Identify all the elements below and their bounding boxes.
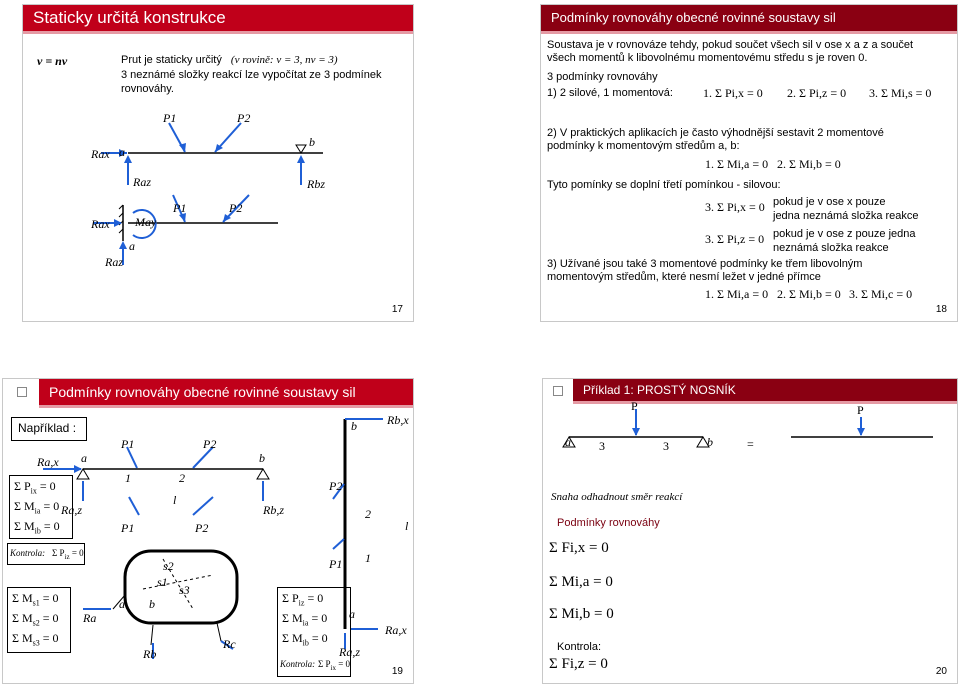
label-b: b — [259, 451, 265, 465]
label-rax: Rax — [91, 147, 110, 161]
eq-mib-2: Σ $M_{ib} = 0$ — [282, 631, 328, 648]
label-raz: Raz — [133, 175, 151, 189]
label-b: b — [707, 435, 713, 449]
label-rbz: Rbz — [307, 177, 325, 191]
slide-19 — [2, 378, 414, 684]
eq-3: 3. Σ Mi,s = 0 — [869, 86, 932, 100]
note-7b: neznámá složka reakce — [773, 242, 889, 254]
podminky-heading: Podmínky rovnováhy — [557, 517, 660, 529]
label-b-frame: b — [351, 419, 357, 433]
slide-18 — [540, 4, 958, 322]
label-one-frame: 1 — [365, 551, 371, 565]
label-p2-lower: P2 — [229, 201, 243, 215]
para-7: Tyto pomínky se doplní třetí pomínkou - silovou: — [547, 179, 781, 191]
note-6a: pokud je v ose x pouze — [773, 196, 886, 208]
note-7a: pokud je v ose z pouze jedna — [773, 228, 916, 240]
snaha-text: Snaha odhadnout směr reakcí — [551, 491, 683, 503]
label-a-frame: a — [349, 607, 355, 621]
eq-piz-2: Σ $P_{iz} = 0$ — [282, 591, 324, 608]
page-number: 18 — [935, 304, 947, 315]
label-p1-frame: P1 — [329, 557, 343, 571]
para-6: podmínky k momentovým středům a, b: — [547, 140, 740, 152]
label-a: a — [565, 435, 571, 449]
slide-title: Staticky určitá konstrukce — [23, 5, 413, 31]
page-number: 17 — [391, 304, 403, 315]
label-rc: Rc — [223, 637, 236, 651]
slide-title: Podmínky rovnováhy obecné rovinné soustavy sil — [541, 5, 957, 31]
label-raz-lower: Raz — [105, 255, 123, 269]
label-a-lower: a — [129, 239, 135, 253]
eq-mia: Σ $M_{ia} = 0$ — [14, 499, 60, 516]
eq-4: 1. Σ Mi,a = 0 — [705, 157, 769, 171]
label-raz-frame: Ra,z — [339, 645, 360, 659]
label-two-frame: 2 — [365, 507, 371, 521]
label-p1: P1 — [121, 437, 135, 451]
eq-1: 1. Σ Pi,x = 0 — [703, 86, 763, 100]
label-dist-2: 3 — [663, 439, 669, 453]
eq-fiz: Σ Fi,z = 0 — [549, 656, 608, 672]
eq-2: 2. Σ Pi,z = 0 — [787, 86, 847, 100]
label-p2: P2 — [237, 111, 251, 125]
para-5: 2) V praktických aplikacích je často výhodnější sestavit 2 momentové — [547, 127, 884, 139]
beam-diagram — [23, 5, 414, 322]
label-b-body: b — [149, 597, 155, 611]
eq-7: 3. Σ Pi,z = 0 — [705, 232, 765, 246]
label-rax: Ra,x — [37, 455, 59, 469]
label-b: b — [309, 135, 315, 149]
label-p1: P1 — [163, 111, 177, 125]
eq-mia-2: Σ $M_{ia} = 0$ — [282, 611, 328, 628]
label-dist-1: 3 — [599, 439, 605, 453]
label-rbz: Rb,z — [263, 503, 284, 517]
eq-ms1: Σ $M_{s1} = 0$ — [12, 591, 59, 608]
eq-mia: Σ Mi,a = 0 — [549, 574, 613, 590]
label-p: P — [631, 399, 638, 413]
example-label: Například : — [18, 421, 77, 435]
label-rb: Rb — [143, 647, 157, 661]
para-8: 3) Užívané jsou také 3 momentové podmínky ke třem libovolným — [547, 258, 863, 270]
eq-5: 2. Σ Mi,b = 0 — [777, 157, 841, 171]
label-equals: = — [747, 437, 754, 451]
label-s2: s2 — [163, 559, 174, 573]
slide-17 — [22, 4, 414, 322]
label-a: a — [81, 451, 87, 465]
label-raz: Ra,z — [61, 503, 82, 517]
text-line-2: 3 neznámé složky reakcí lze vypočítat ze 3 podmínek — [121, 69, 382, 81]
eq-mib: Σ $M_{ib} = 0$ — [14, 519, 60, 536]
eq-8: 1. Σ Mi,a = 0 — [705, 287, 769, 301]
text-line-1: Prut je staticky určitý (v rovině: v = 3, nv = 3) — [121, 54, 338, 66]
text-line-3: rovnováhy. — [121, 83, 174, 95]
eq-pix-2: Σ $P_{ix} = 0$ — [318, 659, 351, 672]
label-l: l — [173, 493, 177, 507]
eq-mib: Σ Mi,b = 0 — [549, 606, 614, 622]
para-4: 1) 2 silové, 1 momentová: — [547, 87, 673, 99]
eq-ms3: Σ $M_{s3} = 0$ — [12, 631, 59, 648]
para-2: všech momentů k libovolnému momentovému středu s je roven 0. — [547, 52, 868, 64]
label-rbx: Rb,x — [387, 413, 409, 427]
label-may: May — [135, 215, 157, 229]
label-p1-lower: P1 — [173, 201, 187, 215]
label-p2: P2 — [203, 437, 217, 451]
label-a-body: a — [119, 597, 125, 611]
eq-fix: Σ Fi,x = 0 — [549, 540, 609, 556]
slide-20 — [542, 378, 958, 684]
para-3: 3 podmínky rovnováhy — [547, 71, 658, 83]
static-eq: v = nv — [37, 54, 68, 68]
label-s1: s1 — [157, 575, 168, 589]
label-p2-frame: P2 — [329, 479, 343, 493]
kontrola-label-2: Kontrola: — [280, 659, 316, 669]
eq-piz: Σ $P_{iz} = 0$ — [52, 548, 84, 561]
page-number: 19 — [391, 666, 403, 677]
para-9: momentovým středům, které nesmí ležet v jedné přímce — [547, 271, 821, 283]
simple-beam-diagram — [543, 379, 958, 684]
label-two: 2 — [179, 471, 185, 485]
label-a: a — [119, 145, 125, 159]
kontrola-label: Kontrola: — [10, 548, 46, 558]
eq-ms2: Σ $M_{s2} = 0$ — [12, 611, 59, 628]
note-6b: jedna neznámá složka reakce — [773, 210, 919, 222]
label-l-frame: l — [405, 519, 409, 533]
label-rax-frame: Ra,x — [385, 623, 407, 637]
eq-pix: Σ $P_{ix} = 0$ — [14, 479, 56, 496]
slide-title: Příklad 1: PROSTÝ NOSNÍK — [573, 379, 957, 401]
eq-10: 3. Σ Mi,c = 0 — [849, 287, 913, 301]
label-p-right: P — [857, 403, 864, 417]
label-rax-lower: Rax — [91, 217, 110, 231]
page-number: 20 — [935, 666, 947, 677]
para-1: Soustava je v rovnováze tehdy, pokud součet všech sil v ose x a z a součet — [547, 39, 914, 51]
slide-title: Podmínky rovnováhy obecné rovinné soustavy sil — [39, 379, 413, 405]
label-ra: Ra — [83, 611, 97, 625]
kontrola-label: Kontrola: — [557, 641, 602, 653]
eq-6: 3. Σ Pi,x = 0 — [705, 200, 765, 214]
label-p2-lower: P2 — [195, 521, 209, 535]
label-s3: s3 — [179, 583, 190, 597]
eq-9: 2. Σ Mi,b = 0 — [777, 287, 841, 301]
label-p1-lower: P1 — [121, 521, 135, 535]
title-stripe — [541, 31, 957, 34]
label-one: 1 — [125, 471, 131, 485]
